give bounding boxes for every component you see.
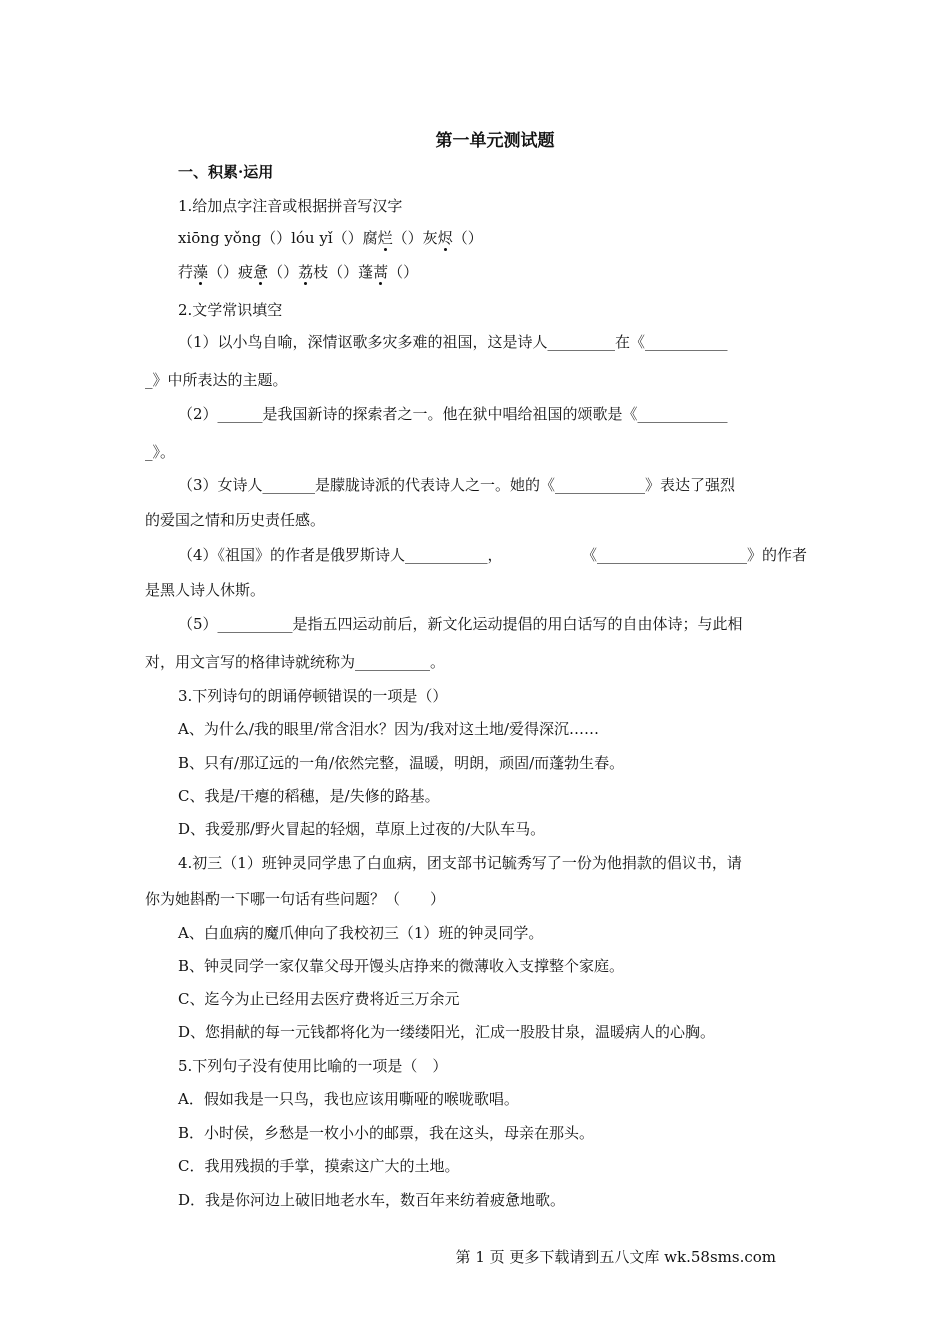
q2-item4-line1: （4）《祖国》的作者是俄罗斯诗人___________， 《____________________》的作者	[178, 546, 807, 564]
dotted-char: 蒿	[373, 263, 389, 281]
q3-option-a: A、为什么/我的眼里/常含泪水？因为/我对这土地/爱得深沉……	[178, 720, 600, 738]
q5-option-c: C．我用残损的手掌，摸索这广大的土地。	[178, 1157, 460, 1175]
q5-option-d: D．我是你河边上破旧地老水车，数百年来纺着疲惫地歌。	[178, 1191, 566, 1209]
page-title: 第一单元测试题	[435, 131, 555, 151]
q2-item3-line1: （3）女诗人_______是朦胧诗派的代表诗人之一。她的《____________》表达了强烈	[178, 476, 736, 494]
q3-stem: 3.下列诗句的朗诵停顿错误的一项是（）	[178, 687, 448, 705]
section-heading: 一、积累·运用	[178, 163, 274, 181]
dotted-char: 荔	[298, 263, 314, 281]
q2-item4-line2: 是黑人诗人休斯。	[145, 581, 266, 599]
q2-item1-line1: （1）以小鸟自喻，深情讴歌多灾多难的祖国，这是诗人_________在《___________	[178, 333, 728, 351]
q2-item2-line2: _》。	[145, 443, 176, 461]
q2-item5-line1: （5）__________是指五四运动前后，新文化运动提倡的用白话写的自由体诗；与此相	[178, 615, 743, 633]
q5-option-a: A．假如我是一只鸟，我也应该用嘶哑的喉咙歌唱。	[178, 1090, 519, 1108]
q4-option-b: B、钟灵同学一家仅靠父母开馒头店挣来的微薄收入支撑整个家庭。	[178, 957, 625, 975]
page-footer: 第 1 页 更多下载请到五八文库 wk.58sms.com	[455, 1248, 776, 1266]
q5-option-b: B．小时侯，乡愁是一枚小小的邮票，我在这头，母亲在那头。	[178, 1124, 595, 1142]
dotted-char: 藻	[193, 263, 209, 281]
q3-option-c: C、我是/干瘪的稻穗，是/失修的路基。	[178, 787, 440, 805]
q4-option-a: A、白血病的魔爪伸向了我校初三（1）班的钟灵同学。	[178, 924, 544, 942]
q4-option-c: C、迄今为止已经用去医疗费将近三万余元	[178, 990, 460, 1008]
q3-option-b: B、只有/那辽远的一角/依然完整，温暖，明朗，顽固/而蓬勃生春。	[178, 754, 625, 772]
q2-item3-line2: 的爱国之情和历史责任感。	[145, 511, 326, 529]
q2-item5-line2: 对，用文言写的格律诗就统称为__________。	[145, 653, 446, 671]
q2-item2-line1: （2）______是我国新诗的探索者之一。他在狱中唱给祖国的颂歌是《____________	[178, 405, 728, 423]
q2-item1-line2: _》中所表达的主题。	[145, 371, 288, 389]
dotted-char: 惫	[253, 263, 269, 281]
q3-option-d: D、我爱那/野火冒起的轻烟，草原上过夜的/大队车马。	[178, 820, 546, 838]
q1-row1: xiōng yǒng（）lóu yǐ（）腐烂（）灰烬（）	[178, 229, 483, 247]
dotted-char: 烬	[437, 229, 453, 247]
dotted-char: 烂	[377, 229, 393, 247]
q1-stem: 1.给加点字注音或根据拼音写汉字	[178, 197, 403, 215]
q4-stem-line2: 你为她斟酌一下哪一句话有些问题？（ ）	[145, 890, 446, 908]
q2-stem: 2.文学常识填空	[178, 301, 283, 319]
q4-option-d: D、您捐献的每一元钱都将化为一缕缕阳光，汇成一股股甘泉，温暖病人的心胸。	[178, 1023, 716, 1041]
q4-stem-line1: 4.初三（1）班钟灵同学患了白血病，团支部书记毓秀写了一份为他捐款的倡议书，请	[178, 854, 742, 872]
q1-row2: 荇藻（）疲惫（）荔枝（）蓬蒿（）	[178, 263, 419, 281]
q5-stem: 5.下列句子没有使用比喻的一项是（ ）	[178, 1057, 448, 1075]
